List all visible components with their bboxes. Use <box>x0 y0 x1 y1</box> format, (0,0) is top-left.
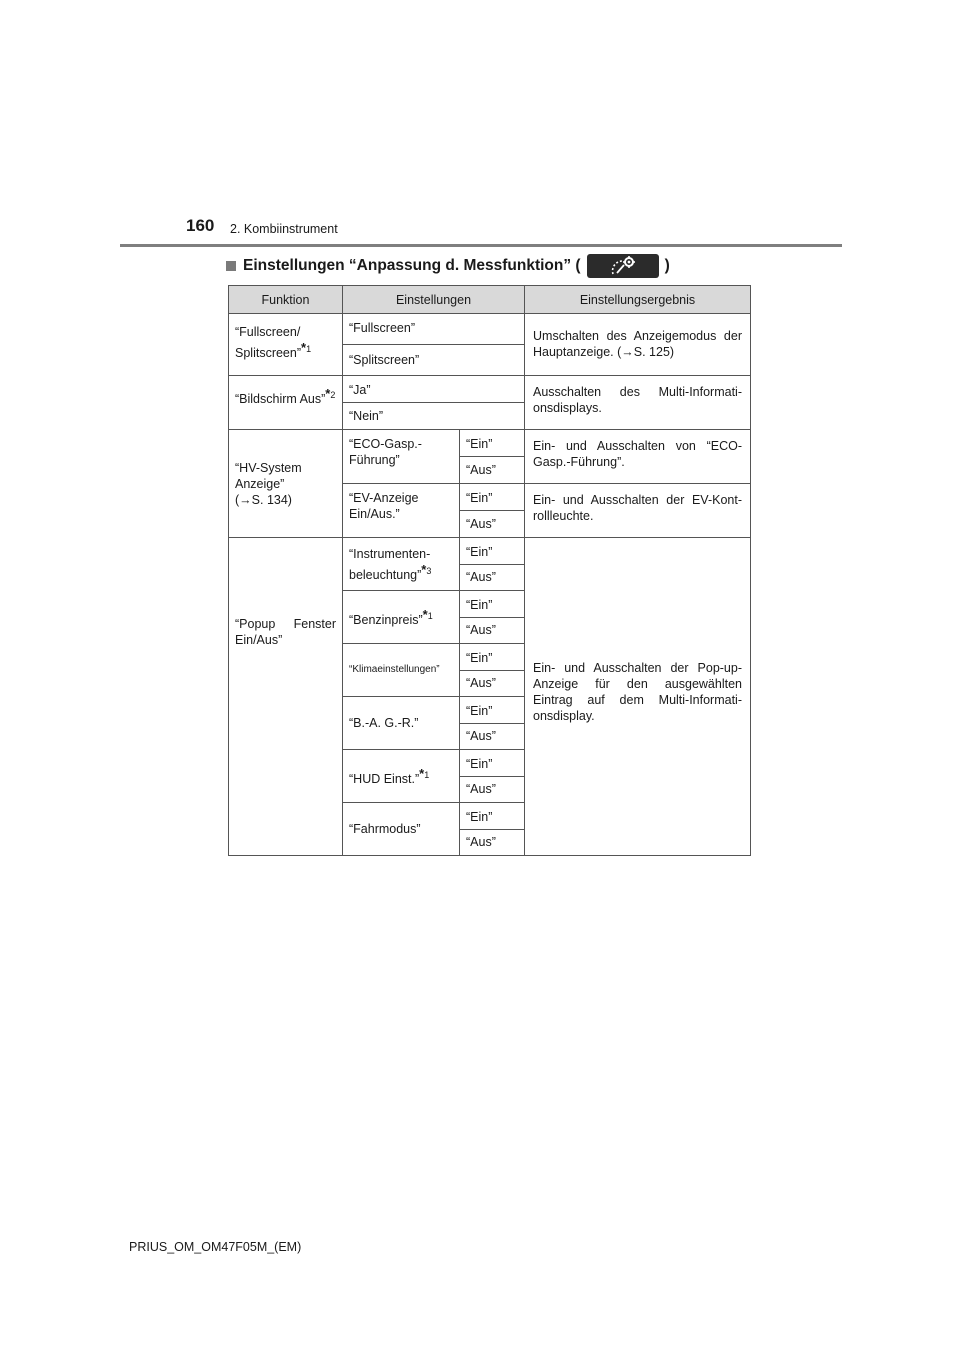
setting-group-cell: “Fahrmodus” <box>343 803 460 856</box>
setting-group-label: “HUD Einst.” <box>349 771 420 786</box>
table-row <box>229 314 751 345</box>
setting-cell: “Ein” <box>460 697 525 724</box>
table-header-row <box>229 286 751 314</box>
page-number: 160 <box>186 216 215 235</box>
setting-cell: “Ein” <box>460 803 525 830</box>
setting-cell: “Ein” <box>460 484 525 511</box>
setting-group-cell: “ECO-Gasp.-Führung” <box>343 430 460 484</box>
setting-cell: “Aus” <box>460 511 525 538</box>
setting-cell: “Ein” <box>460 538 525 565</box>
setting-group-cell: “B.-A. G.-R.” <box>343 697 460 750</box>
result-cell: Ausschalten des Multi-Informati-onsdisplays. <box>525 376 751 430</box>
setting-cell: “Fullscreen” <box>343 314 525 345</box>
footnote-number: 3 <box>426 565 432 576</box>
setting-cell: “Ein” <box>460 750 525 777</box>
table-row <box>229 376 751 403</box>
setting-group-cell: “Klimaeinstellungen” <box>343 644 460 697</box>
setting-group-cell: “EV-Anzeige Ein/Aus.” <box>343 484 460 538</box>
function-label: “Fullscreen/ Splitscreen” <box>235 325 301 360</box>
page-reference: (→S. 134) <box>235 492 292 507</box>
footnote-ref: *1 <box>422 606 433 622</box>
setting-group-label: “Benzinpreis” <box>349 612 423 627</box>
section-title <box>226 254 670 278</box>
result-cell: Umschalten des Anzeigemodus der Hauptanzeige. (→S. 125) <box>525 314 751 376</box>
setting-cell: “Aus” <box>460 829 525 856</box>
setting-cell: “Nein” <box>343 403 525 430</box>
settings-table <box>228 285 751 856</box>
footnote-ref: *1 <box>301 340 312 355</box>
chapter-title: 2. Kombiinstrument <box>230 222 338 236</box>
footnote-number: 1 <box>306 344 312 354</box>
setting-cell: “Aus” <box>460 617 525 644</box>
result-cell: Ein- und Ausschalten der EV-Kont-rollleuchte. <box>525 484 751 538</box>
setting-cell: “Ja” <box>343 376 525 403</box>
setting-group-cell <box>343 591 460 644</box>
function-cell: “Popup Fenster Ein/Aus” <box>229 538 343 856</box>
header-divider <box>120 244 842 247</box>
table-row <box>229 430 751 457</box>
square-bullet-icon <box>226 261 236 271</box>
footnote-number: 1 <box>424 769 430 780</box>
footnote-ref: *3 <box>421 561 432 577</box>
function-label: “Bildschirm Aus” <box>235 392 326 406</box>
setting-cell: “Aus” <box>460 457 525 484</box>
setting-cell: “Aus” <box>460 670 525 697</box>
function-label: “HV-System <box>235 460 302 475</box>
footnote-ref: *2 <box>325 386 336 401</box>
footnote-ref: *1 <box>419 765 430 781</box>
setting-cell: “Ein” <box>460 430 525 457</box>
section-title-text: Einstellungen “Anpassung d. Messfunktion” ( <box>243 257 581 274</box>
setting-group-cell <box>343 750 460 803</box>
function-cell <box>229 430 343 538</box>
table-row <box>229 538 751 565</box>
footnote-number: 1 <box>427 610 433 621</box>
function-label: Anzeige” <box>235 476 285 491</box>
setting-cell: “Ein” <box>460 644 525 671</box>
setting-group-cell <box>343 538 460 591</box>
footnote-number: 2 <box>330 390 336 400</box>
header-ergebnis: Einstellungsergebnis <box>525 286 751 314</box>
result-cell: Ein- und Ausschalten der Pop-up-Anzeige für den ausgewählten Eintrag auf dem Multi-Informati-onsdisplay. <box>525 538 751 856</box>
result-cell: Ein- und Ausschalten von “ECO-Gasp.-Führung”. <box>525 430 751 484</box>
setting-cell: “Aus” <box>460 564 525 591</box>
header-einstellungen: Einstellungen <box>343 286 525 314</box>
setting-cell: “Ein” <box>460 591 525 618</box>
function-cell <box>229 314 343 376</box>
setting-cell: “Splitscreen” <box>343 345 525 376</box>
setting-group-label: “Instrumenten-beleuchtung” <box>349 546 431 582</box>
header-funktion: Funktion <box>229 286 343 314</box>
setting-cell: “Aus” <box>460 776 525 803</box>
setting-cell: “Aus” <box>460 723 525 750</box>
section-title-close: ) <box>664 257 670 274</box>
document-id: PRIUS_OM_OM47F05M_(EM) <box>129 1240 302 1254</box>
function-cell <box>229 376 343 430</box>
gauge-settings-icon <box>587 254 659 278</box>
